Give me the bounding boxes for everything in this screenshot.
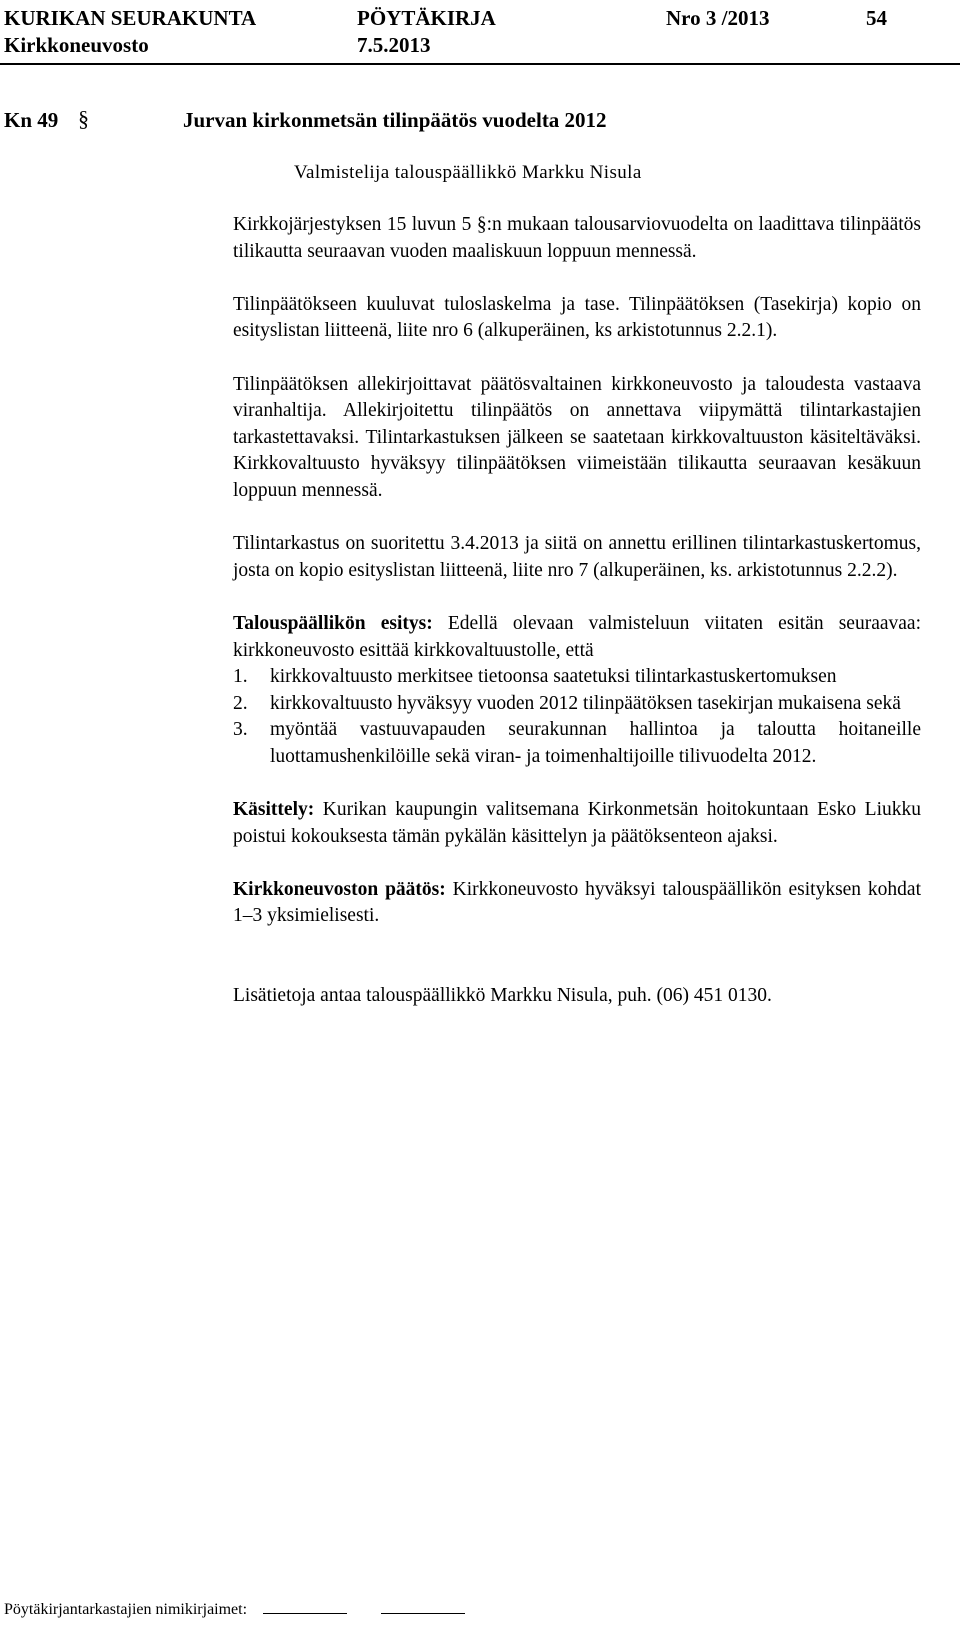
list-item xyxy=(233,664,921,691)
proposal-block xyxy=(233,611,921,664)
section-number: Kn 49 xyxy=(4,108,59,132)
paragraph: Kirkkojärjestyksen 15 luvun 5 §:n mukaan talousarviovuodelta on laadittava tilinpäätös tilikautta seuraavan vuoden maaliskuun loppuun mennessä. xyxy=(233,214,921,262)
page-footer xyxy=(4,1601,465,1619)
proposal-intro: Edellä olevaan valmisteluun viitaten esitän seuraavaa: kirkkoneuvosto esittää kirkkovaltuustolle, että xyxy=(233,612,921,661)
proposal-label: Talouspäällikön esitys: xyxy=(233,612,433,634)
preparer-line: Valmistelija talouspäällikkö Markku Nisula xyxy=(294,162,642,183)
decision-text: Kirkkoneuvosto hyväksyi talouspäällikön esityksen kohdat 1–3 yksimielisesti. xyxy=(233,878,922,927)
handling-paragraph xyxy=(233,797,921,850)
paragraph: Tilinpäätöksen allekirjoittavat päätösvaltainen kirkkoneuvosto ja taloudesta vastaava viranhaltija. Allekirjoitettu tilinpäätös on annettava viipymättä tilintarkastajien tarkastettavaksi. Tilintarkastuksen jälkeen se saatetaan kirkkovaltuuston käsiteltäväksi. Kirkkovaltuusto hyväksyy tilinpäätöksen viimeistään tilikautta seuraavan kesäkuun loppuun mennessä. xyxy=(233,373,921,501)
header-divider xyxy=(0,63,960,65)
decision-label: Kirkkoneuvoston päätös: xyxy=(233,878,446,900)
section-title: Jurvan kirkonmetsän tilinpäätös vuodelta 2012 xyxy=(183,108,607,132)
handling-label: Käsittely: xyxy=(233,799,315,821)
contact-info: Lisätietoja antaa talouspäällikkö Markku Nisula, puh. (06) 451 0130. xyxy=(233,985,772,1007)
section-body xyxy=(233,212,921,1036)
list-item-number: 2. xyxy=(233,692,248,714)
paragraph: Tilinpäätökseen kuuluvat tuloslaskelma ja tase. Tilinpäätöksen (Tasekirja) kopio on esityslistan liitteenä, liite nro 6 (alkuperäinen, ks arkistotunnus 2.2.1). xyxy=(233,293,921,342)
list-item xyxy=(233,717,921,770)
decision-paragraph xyxy=(233,877,921,930)
section-symbol: § xyxy=(78,106,89,131)
initials-line xyxy=(381,1601,465,1614)
list-item-text: myöntää vastuuvapauden seurakunnan hallintoa ja taloutta hoitaneille luottamushenkilöille sekä viran- ja toimenhaltijoille tilivuodelta 2012. xyxy=(270,719,921,767)
parish-name: KURIKAN SEURAKUNTA xyxy=(4,6,257,30)
document-type: PÖYTÄKIRJA xyxy=(357,6,496,30)
list-item-text: kirkkovaltuusto merkitsee tietoonsa saatetuksi tilintarkastuskertomuksen xyxy=(270,666,837,688)
list-item-number: 3. xyxy=(233,719,248,741)
page-number: 54 xyxy=(866,6,887,30)
initials-line xyxy=(263,1601,347,1614)
proposal-list xyxy=(233,664,921,770)
meeting-body: Kirkkoneuvosto xyxy=(4,33,149,57)
document-number: Nro 3 /2013 xyxy=(666,6,770,30)
meeting-date: 7.5.2013 xyxy=(357,33,431,57)
list-item xyxy=(233,691,921,718)
initials-label: Pöytäkirjantarkastajien nimikirjaimet: xyxy=(4,1601,248,1618)
list-item-text: kirkkovaltuusto hyväksyy vuoden 2012 tilinpäätöksen tasekirjan mukaisena sekä xyxy=(270,692,901,714)
paragraph: Tilintarkastus on suoritettu 3.4.2013 ja siitä on annettu erillinen tilintarkastuskertomus, josta on kopio esityslistan liitteenä, liite nro 7 (alkuperäinen, ks. arkistotunnus 2.2.2). xyxy=(233,533,921,581)
handling-text: Kurikan kaupungin valitsemana Kirkonmetsän hoitokuntaan Esko Liukku poistui kokouksesta tämän pykälän käsittelyn ja päätöksenteon ajaksi. xyxy=(233,799,921,847)
list-item-number: 1. xyxy=(233,666,248,688)
